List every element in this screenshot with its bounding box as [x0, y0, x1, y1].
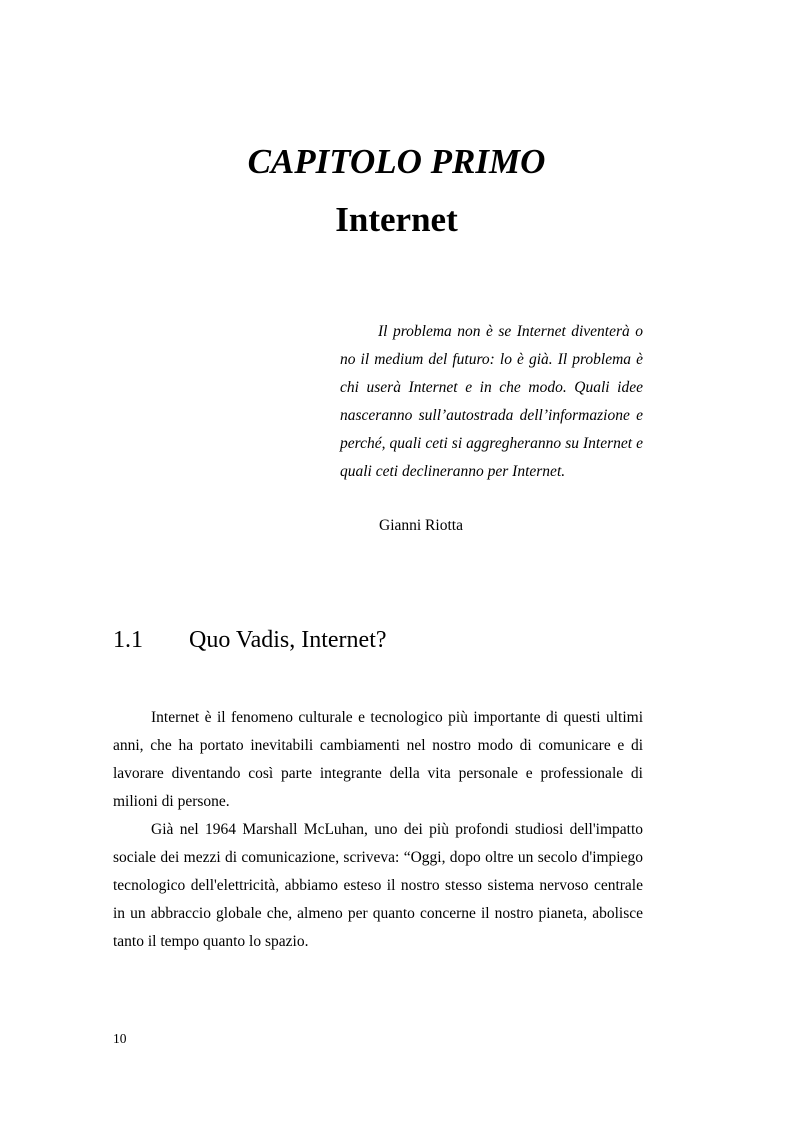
chapter-title: Internet: [335, 200, 458, 239]
epigraph-quote: Il problema non è se Internet diventerà o no il medium del futuro: lo è già. Il problema è chi userà Internet e in che modo. Quali idee nasceranno sull’autostrada dell’informazione e perché, quali ceti si aggregheranno su Internet e quali ceti declineranno per Internet.: [340, 323, 643, 480]
chapter-label: CAPITOLO PRIMO: [247, 142, 546, 181]
section-title: Quo Vadis, Internet?: [189, 627, 387, 653]
section-number: 1.1: [113, 627, 143, 653]
section-heading: [113, 623, 387, 657]
paragraph: Internet è il fenomeno culturale e tecnologico più importante di questi ultimi anni, che ha portato inevitabili cambiamenti nel nostro modo di comunicare e di lavorare diventando così parte integrante della vita personale e professionale di milioni di persone.: [113, 709, 643, 810]
body-text: [113, 704, 643, 956]
epigraph-author: Gianni Riotta: [379, 517, 463, 534]
paragraph: Già nel 1964 Marshall McLuhan, uno dei più profondi studiosi dell'impatto sociale dei mezzi di comunicazione, scriveva: “Oggi, dopo oltre un secolo d'impiego tecnologico dell'elettricità, abbiamo esteso il nostro stesso sistema nervoso centrale in un abbraccio globale che, almeno per quanto concerne il nostro pianeta, abolisce tanto il tempo quanto lo spazio.: [113, 821, 643, 950]
page-number: 10: [113, 1031, 127, 1046]
